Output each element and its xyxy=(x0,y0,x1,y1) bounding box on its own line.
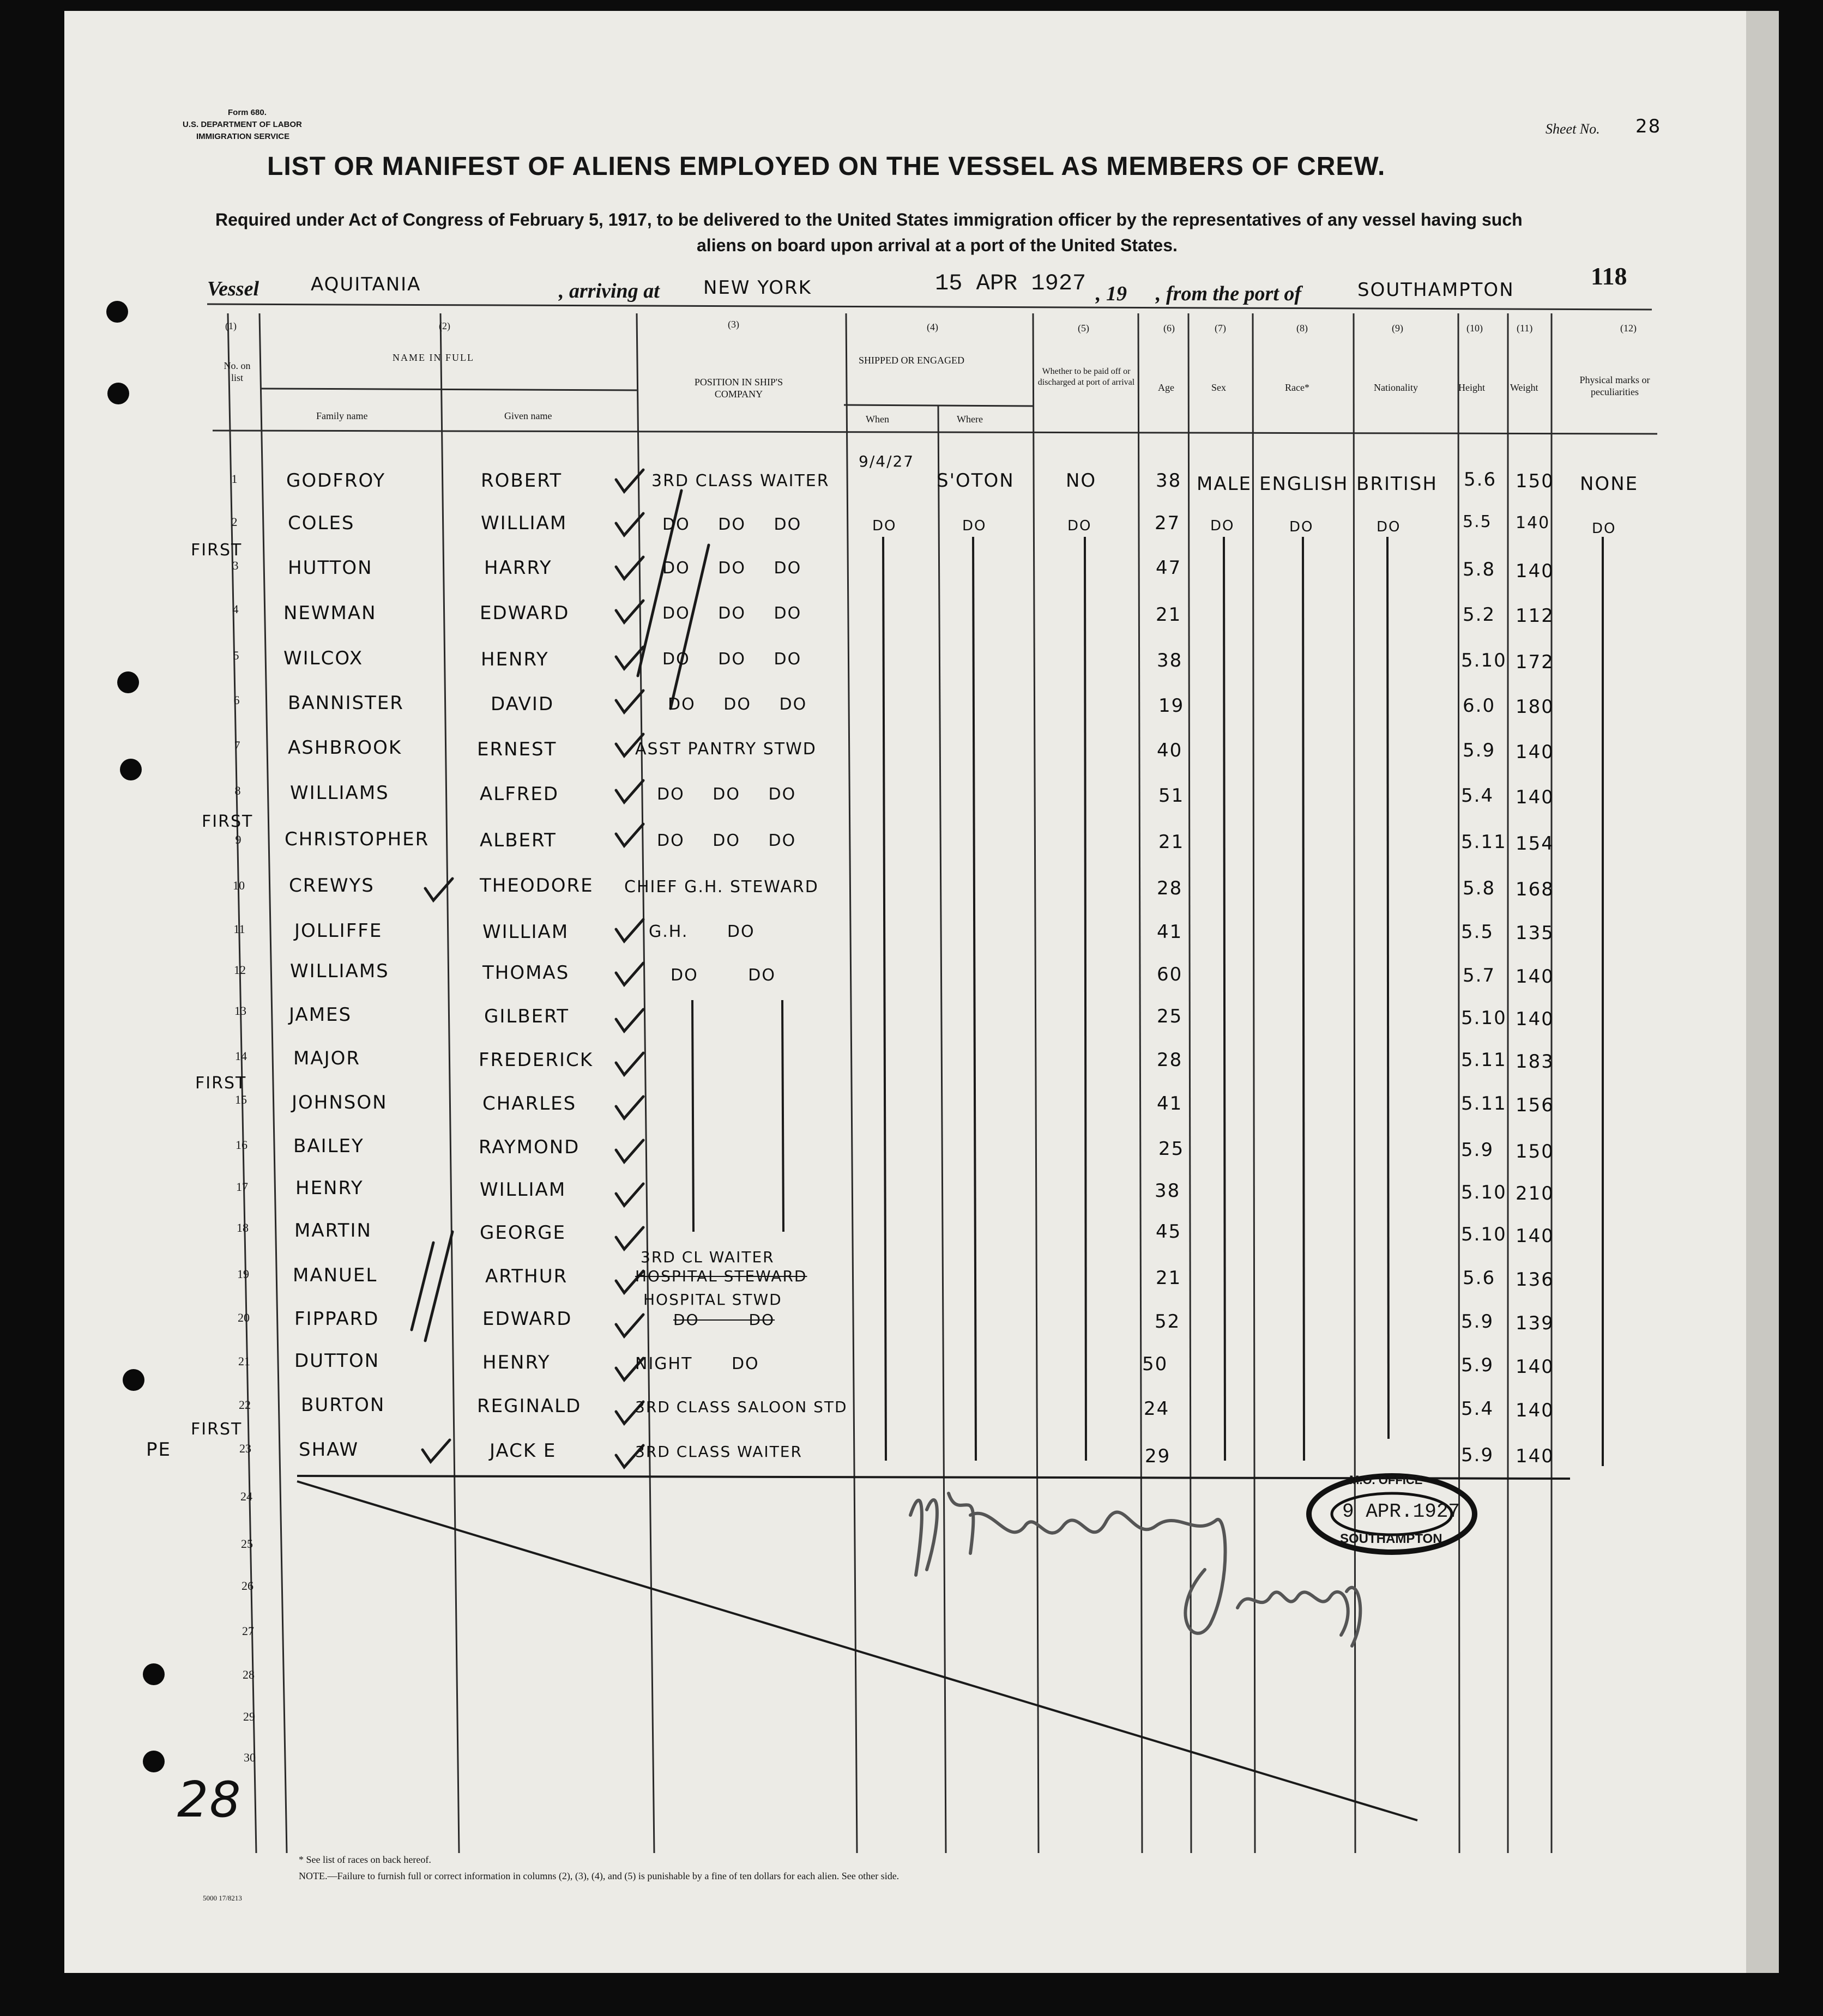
given-name: EDWARD xyxy=(480,602,570,624)
header-height: Height xyxy=(1458,382,1485,393)
arrival-port: NEW YORK xyxy=(703,277,812,299)
family-name: CREWYS xyxy=(289,875,375,897)
sheet-label: Sheet No. xyxy=(1546,121,1600,137)
col-1-number: (1) xyxy=(225,320,237,331)
col-8-number: (8) xyxy=(1296,323,1308,334)
given-name: FREDERICK xyxy=(479,1049,594,1071)
given-name: WILLIAM xyxy=(481,512,568,534)
given-name: HARRY xyxy=(484,557,552,579)
weight: 156 xyxy=(1516,1094,1554,1116)
height: 5.11 xyxy=(1461,831,1507,853)
height: 5.9 xyxy=(1463,740,1496,761)
signature-name xyxy=(927,1581,1009,1599)
family-name: WILLIAMS xyxy=(290,960,389,982)
given-name: WILLIAM xyxy=(482,921,569,943)
header-where: Where xyxy=(957,414,983,425)
position: DO DO DO xyxy=(662,515,802,534)
row-number: 6 xyxy=(233,693,240,707)
header-no-on-list: No. on list xyxy=(224,360,251,383)
height: 5.11 xyxy=(1461,1093,1507,1115)
stamp-office: M.O. OFFICE xyxy=(1349,1473,1423,1487)
age: 38 xyxy=(1155,1180,1181,1202)
row-number: 13 xyxy=(234,1004,246,1018)
shipped-where: S'OTON xyxy=(937,470,1015,492)
margin-note-first: FIRST xyxy=(202,812,253,831)
department: U.S. DEPARTMENT OF LABOR xyxy=(183,120,302,129)
weight: 140 xyxy=(1516,1008,1554,1030)
row-number: 17 xyxy=(236,1180,248,1194)
manifest-title: LIST OR MANIFEST OF ALIENS EMPLOYED ON THE VESSEL AS MEMBERS OF CREW. xyxy=(267,152,1386,181)
position: G.H. DO xyxy=(649,922,755,941)
family-name: SHAW xyxy=(299,1439,359,1461)
form-number: Form 680. xyxy=(228,108,267,117)
row-number: 22 xyxy=(239,1398,251,1412)
height: 6.0 xyxy=(1463,695,1496,717)
margin-note-first: FIRST xyxy=(195,1074,247,1093)
family-name: COLES xyxy=(288,512,355,534)
age: 38 xyxy=(1157,650,1183,671)
col-6-number: (6) xyxy=(1163,323,1175,334)
weight: 135 xyxy=(1516,922,1554,944)
shipped-when: DO xyxy=(872,518,897,534)
requirement-line-1: Required under Act of Congress of February 5, 1917, to be delivered to the United States immigration officer by the representatives of any vessel having such xyxy=(215,210,1523,229)
given-name: HENRY xyxy=(481,649,549,670)
age: 25 xyxy=(1157,1006,1183,1027)
weight: 180 xyxy=(1516,696,1554,718)
given-name: JACK E xyxy=(490,1440,557,1462)
family-name: CHRISTOPHER xyxy=(285,828,430,850)
family-name: BURTON xyxy=(301,1394,385,1416)
height: 5.4 xyxy=(1461,1398,1494,1420)
header-name-in-full: NAME IN FULL xyxy=(393,352,474,363)
paid-off: NO xyxy=(1066,470,1097,492)
given-name: DAVID xyxy=(491,693,554,715)
position: DO DO DO xyxy=(662,604,802,623)
height: 5.9 xyxy=(1461,1354,1494,1376)
row-number: 5 xyxy=(233,649,239,662)
col-3-number: (3) xyxy=(728,319,739,330)
header-sex: Sex xyxy=(1211,382,1226,393)
family-name: BANNISTER xyxy=(288,692,404,714)
given-name: ALFRED xyxy=(480,783,559,805)
position: ASST PANTRY STWD xyxy=(635,740,817,759)
given-name: THOMAS xyxy=(482,962,570,984)
height: 5.11 xyxy=(1461,1049,1507,1071)
age: 28 xyxy=(1157,877,1183,899)
family-name: DUTTON xyxy=(294,1350,380,1372)
row-number: 7 xyxy=(234,738,240,752)
margin-note-pe: PE xyxy=(146,1439,171,1461)
position: DO DO DO xyxy=(668,695,807,714)
sex: MALE xyxy=(1197,473,1252,495)
row-number: 28 xyxy=(243,1668,255,1681)
weight: 168 xyxy=(1516,879,1554,900)
sex: DO xyxy=(1210,518,1235,534)
given-name: WILLIAM xyxy=(480,1179,566,1201)
weight: 139 xyxy=(1516,1312,1554,1334)
header-family-name: Family name xyxy=(316,410,368,421)
height: 5.2 xyxy=(1463,604,1496,626)
position: DO DO xyxy=(671,966,776,985)
header-given-name: Given name xyxy=(504,410,552,421)
row-number: 30 xyxy=(244,1751,256,1764)
position: CHIEF G.H. STEWARD xyxy=(624,877,819,897)
family-name: JOLLIFFE xyxy=(294,920,383,942)
weight: 150 xyxy=(1516,1141,1554,1163)
header-weight: Weight xyxy=(1510,382,1538,393)
weight: 140 xyxy=(1516,786,1554,808)
weight: 136 xyxy=(1516,1269,1554,1291)
sheet-number-margin: 28 xyxy=(177,1771,242,1829)
header-race: Race* xyxy=(1285,382,1309,393)
given-name: EDWARD xyxy=(482,1308,572,1330)
height: 5.10 xyxy=(1461,1007,1507,1029)
age: 45 xyxy=(1156,1221,1182,1243)
given-name: HENRY xyxy=(482,1352,551,1373)
signature-initials xyxy=(1243,1613,1275,1631)
age: 60 xyxy=(1157,964,1183,985)
age: 50 xyxy=(1142,1353,1168,1375)
family-name: GODFROY xyxy=(286,470,386,492)
col-11-number: (11) xyxy=(1517,323,1533,334)
row-number: 26 xyxy=(242,1579,253,1593)
paid-off: DO xyxy=(1067,518,1092,534)
age: 19 xyxy=(1158,695,1185,717)
stamp-port: SOUTHAMPTON xyxy=(1340,1531,1442,1546)
footnote-penalty: NOTE.—Failure to furnish full or correct information in columns (2), (3), (4), and (5) is punishable by a fine of ten dollars for each alien. See other side. xyxy=(299,1870,900,1881)
col-7-number: (7) xyxy=(1215,323,1226,334)
weight: 183 xyxy=(1516,1051,1554,1073)
height: 5.8 xyxy=(1463,877,1496,899)
col-4-number: (4) xyxy=(927,322,938,332)
family-name: NEWMAN xyxy=(283,602,377,624)
signature-scrawl xyxy=(910,1493,1360,1646)
physical-marks: NONE xyxy=(1580,473,1639,495)
row-number: 9 xyxy=(235,833,242,846)
service: IMMIGRATION SERVICE xyxy=(196,132,290,141)
age: 41 xyxy=(1157,1093,1183,1115)
vessel-label: Vessel xyxy=(207,277,259,300)
col-2-number: (2) xyxy=(439,320,450,331)
row-number: 10 xyxy=(233,879,245,892)
arriving-label: , arriving at xyxy=(559,280,660,302)
weight: 140 xyxy=(1516,966,1554,988)
weight: 150 xyxy=(1516,470,1554,492)
age: 41 xyxy=(1157,921,1183,943)
header-position: POSITION IN SHIP'S COMPANY xyxy=(694,377,783,399)
header-nationality: Nationality xyxy=(1374,382,1418,393)
family-name: MANUEL xyxy=(293,1264,378,1286)
page-number: 118 xyxy=(1591,262,1627,290)
height: 5.6 xyxy=(1464,469,1497,491)
height: 5.5 xyxy=(1463,512,1492,531)
height: 5.5 xyxy=(1461,921,1494,943)
row-number: 3 xyxy=(232,559,239,572)
header-shipped: SHIPPED OR ENGAGED xyxy=(859,355,965,366)
family-name: HUTTON xyxy=(288,557,373,579)
family-name: WILLIAMS xyxy=(290,782,389,804)
row-number: 21 xyxy=(238,1354,250,1368)
position: HOSPITAL STWD xyxy=(643,1291,782,1309)
weight: 140 xyxy=(1516,1445,1554,1467)
weight: 210 xyxy=(1516,1183,1554,1204)
family-name: JOHNSON xyxy=(292,1092,388,1113)
family-name: MARTIN xyxy=(294,1220,372,1242)
col-10-number: (10) xyxy=(1466,323,1483,334)
print-code: 5000 17/8213 xyxy=(203,1894,242,1902)
family-name: WILCOX xyxy=(283,647,364,669)
age: 47 xyxy=(1156,557,1182,579)
nationality: BRITISH xyxy=(1356,473,1438,495)
weight: 140 xyxy=(1516,741,1554,763)
age: 38 xyxy=(1156,470,1182,492)
col-12-number: (12) xyxy=(1620,323,1637,334)
header-paid-off: Whether to be paid off or discharged at port of arrival xyxy=(1037,367,1135,387)
height: 5.9 xyxy=(1461,1139,1494,1161)
footnote-races: * See list of races on back hereof. xyxy=(299,1854,431,1865)
age: 24 xyxy=(1144,1398,1170,1420)
header-marks: Physical marks or peculiarities xyxy=(1579,374,1650,397)
position: DO DO DO xyxy=(662,650,802,669)
age: 21 xyxy=(1156,1267,1182,1289)
position: 3RD CLASS WAITER xyxy=(635,1443,802,1461)
family-name: ASHBROOK xyxy=(288,737,402,759)
position-struck: HOSPITAL STEWARD xyxy=(635,1267,807,1285)
age: 25 xyxy=(1158,1138,1185,1160)
height: 5.4 xyxy=(1461,785,1494,807)
weight: 140 xyxy=(1516,1356,1554,1378)
row-number: 4 xyxy=(232,602,239,616)
age: 51 xyxy=(1158,785,1185,807)
row-number: 8 xyxy=(234,784,241,797)
position: DO DO DO xyxy=(657,831,796,850)
given-name: ALBERT xyxy=(480,830,557,851)
weight: 140 xyxy=(1516,560,1554,582)
family-name: BAILEY xyxy=(293,1135,364,1157)
position: 3RD CLASS WAITER xyxy=(651,471,830,491)
given-name: ERNEST xyxy=(477,738,557,760)
col-9-number: (9) xyxy=(1392,323,1403,334)
age: 29 xyxy=(1145,1445,1171,1467)
weight: 172 xyxy=(1516,651,1554,673)
row-number: 18 xyxy=(237,1221,249,1234)
age: 21 xyxy=(1158,831,1185,853)
sheet-number: 28 xyxy=(1635,116,1662,137)
row-number: 2 xyxy=(231,515,238,529)
row-number: 14 xyxy=(235,1049,247,1063)
weight: 154 xyxy=(1516,833,1554,855)
given-name: THEODORE xyxy=(480,875,594,897)
row-number: 16 xyxy=(236,1138,248,1152)
row-number: 24 xyxy=(240,1490,252,1503)
age: 40 xyxy=(1157,740,1183,761)
weight: 140 xyxy=(1516,1400,1554,1421)
row-number: 11 xyxy=(233,922,245,936)
header-when: When xyxy=(866,414,889,425)
height: 5.6 xyxy=(1463,1267,1496,1289)
height: 5.7 xyxy=(1463,965,1496,986)
shipped-when: 9/4/27 xyxy=(859,452,915,470)
position-struck: DO DO xyxy=(673,1311,775,1329)
given-name: ROBERT xyxy=(481,470,563,492)
shipped-where: DO xyxy=(962,518,987,534)
height: 5.10 xyxy=(1461,1224,1507,1245)
age: 28 xyxy=(1157,1049,1183,1071)
family-name: HENRY xyxy=(295,1177,364,1199)
given-name: RAYMOND xyxy=(479,1136,580,1158)
row-number: 29 xyxy=(243,1710,255,1723)
age: 52 xyxy=(1155,1311,1181,1333)
row-number: 12 xyxy=(234,963,246,977)
row-number: 15 xyxy=(235,1093,247,1106)
row-number: 19 xyxy=(237,1267,249,1281)
height: 5.10 xyxy=(1461,650,1507,671)
physical-marks: DO xyxy=(1592,520,1616,537)
given-name: GILBERT xyxy=(484,1006,570,1027)
row-number: 25 xyxy=(241,1537,253,1551)
margin-note-first: FIRST xyxy=(191,541,243,560)
height: 5.10 xyxy=(1461,1182,1507,1203)
vessel-name: AQUITANIA xyxy=(311,274,421,295)
weight: 112 xyxy=(1516,605,1554,627)
margin-note-first: FIRST xyxy=(191,1420,243,1439)
height: 5.9 xyxy=(1461,1311,1494,1333)
family-name: MAJOR xyxy=(293,1048,361,1069)
row-number: 27 xyxy=(242,1624,254,1638)
year-label: , 19 xyxy=(1096,282,1127,305)
given-name: CHARLES xyxy=(482,1093,577,1115)
weight: 140 xyxy=(1516,1225,1554,1247)
position: DO DO DO xyxy=(662,559,802,578)
arrival-date: 15 APR 1927 xyxy=(935,270,1086,296)
row-number: 20 xyxy=(238,1311,250,1324)
given-name: ARTHUR xyxy=(485,1266,568,1287)
weight: 140 xyxy=(1516,513,1550,532)
stamp-date: 9 APR.1927 xyxy=(1342,1500,1460,1523)
family-name: JAMES xyxy=(289,1004,352,1026)
departure-port: SOUTHAMPTON xyxy=(1357,279,1514,301)
given-name: GEORGE xyxy=(480,1222,566,1244)
race: DO xyxy=(1289,519,1314,535)
height: 5.8 xyxy=(1463,559,1496,580)
col-5-number: (5) xyxy=(1078,323,1089,334)
height: 5.9 xyxy=(1461,1444,1494,1466)
nationality: DO xyxy=(1377,519,1401,535)
race: ENGLISH xyxy=(1259,473,1349,495)
age: 27 xyxy=(1155,512,1181,534)
row-number: 1 xyxy=(231,472,238,486)
position: NIGHT DO xyxy=(635,1354,759,1373)
position: 3RD CL WAITER xyxy=(641,1248,775,1266)
family-name: FIPPARD xyxy=(294,1308,379,1330)
header-age: Age xyxy=(1158,382,1174,393)
requirement-line-2: aliens on board upon arrival at a port of the United States. xyxy=(697,235,1178,255)
row-number: 23 xyxy=(239,1442,251,1455)
position: 3RD CLASS SALOON STD xyxy=(635,1398,848,1416)
age: 21 xyxy=(1156,604,1182,626)
position: DO DO DO xyxy=(657,785,796,804)
from-label: , from the port of xyxy=(1156,282,1302,305)
given-name: REGINALD xyxy=(477,1395,582,1417)
